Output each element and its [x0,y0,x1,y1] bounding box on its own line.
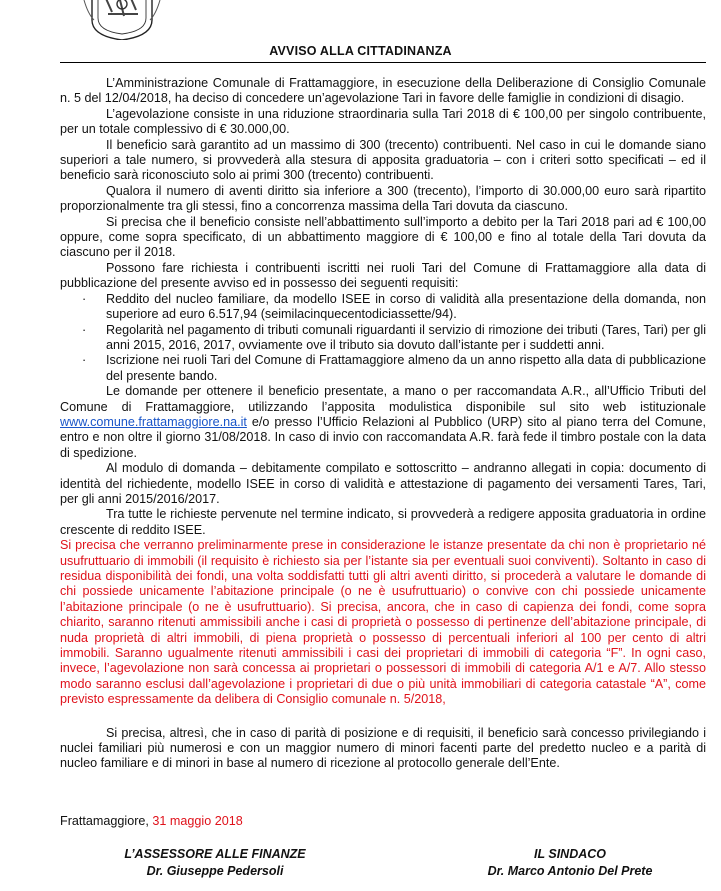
dateline [60,814,243,828]
bullet: · [82,353,87,368]
paragraph: Il beneficio sarà garantito ad un massimo di 300 (trecento) contribuenti. Nel caso in cui le domande siano superiori a tale numero, si provvederà alla stesura di apposita graduatoria – con i criteri sotto specificati – ed il beneficio sarà riconosciuto solo ai primi 300 (trecento) contribuenti. [60,137,706,183]
paragraph: Qualora il numero di aventi diritto sia inferiore a 300 (trecento), l’importo di 30.000,00 euro sarà ripartito proporzionalmente tra gli stessi, fino a concorrenza massima della Tari dovuta da ciascuno. [60,183,706,214]
signature-role: L’ASSESSORE ALLE FINANZE [124,847,306,861]
tie-break-paragraph: Si precisa, altresì, che in caso di parità di posizione e di requisiti, il beneficio sarà concesso privilegiando i nuclei familiari più numerosi e con un maggior numero di minori facenti parte del predetto nucleo e a parità di nucleo familiare e di minori in base al numero di ricezione al protocollo generale dell’Ente. [60,725,706,771]
paragraph: L’agevolazione consiste in una riduzione straordinaria sulla Tari 2018 di € 100,00 per singolo contribuente, per un totale complessivo di € 30.000,00. [60,106,706,137]
requirement-text: Regolarità nel pagamento di tributi comunali riguardanti il servizio di rimozione dei tributi (Tares, Tari) per gli anni 2015, 2016, 2017, ovviamente ove il tributo sia dovuto dall’istante per i suddetti anni. [106,322,706,352]
municipality-website-link[interactable]: www.comune.frattamaggiore.na.it [60,414,247,429]
priority-notice-paragraph: Si precisa che verranno preliminarmente prese in considerazione le istanze presentate da chi non è proprietario né usufruttuario di immobili (il requisito è richiesto sia per l’istante sia per eventuali suoi conviventi). Soltanto in caso di residua disponibilità dei fondi, una volta soddisfatti tutti gli altri aventi diritto, si procederà a valutare le domande di chi possiede unicamente l’abitazione principale (o ne è usufruttuario) o convive con chi possiede unicamente l’abitazione principale (o ne è usufruttuario). Si precisa, ancora, che in caso di capienza dei fondi, come sopra chiarito, saranno ritenuti ammissibili anche i casi di proprietà o possesso di pertinenze dell’abitazione principale, di nuda proprietà di altri immobili, di piena proprietà o possesso di percentuali inferiori al 100 per cento di altri immobili. Saranno ugualmente ritenuti ammissibili i casi dei proprietari di immobili di categoria “F”. In ogni caso, invece, l’agevolazione non sarà concessa ai proprietari o possessori di immobili di categoria A/1 e A/7. Allo stesso modo saranno esclusi dall’agevolazione i proprietari di due o più unità immobiliari di categoria catastale “A”, come previsto espressamente da delibera di Consiglio comunale n. 5/2018, [60,538,706,707]
attachments-paragraph: Al modulo di domanda – debitamente compilato e sottoscritto – andranno allegati in copia: documento di identità del richiedente, modello ISEE in corso di validità e attestazione di pagamento dei versamenti Tares, Tari, per gli anni 2015/2016/2017. [60,461,706,506]
requirement-text: Reddito del nucleo familiare, da modello ISEE in corso di validità alla presentazione della domanda, non superiore ad euro 6.517,94 (seimilacinquecentodiciassette/94). [106,291,706,322]
bullet: · [82,291,87,306]
signature-name: Dr. Marco Antonio Del Prete [487,864,653,878]
signature-assessor [90,846,340,880]
bullet: · [82,322,87,337]
submission-text: Le domande per ottenere il beneficio presentate, a mano o per raccomandata A.R., all’Ufficio Tributi del Comune di Frattamaggiore, utilizzando l’apposita modulistica disponibile sul sito web istituzionale [60,384,706,414]
signature-name: Dr. Giuseppe Pedersoli [146,864,284,878]
signature-role: IL SINDACO [534,847,606,861]
place: Frattamaggiore, [60,814,153,828]
title-underline [60,62,706,63]
signature-mayor [440,846,700,880]
submission-paragraph [60,384,706,461]
date: 31 maggio 2018 [152,814,243,828]
paragraph: Possono fare richiesta i contribuenti iscritti nei ruoli Tari del Comune di Frattamaggiore alla data di pubblicazione del presente avviso ed in possesso dei seguenti requisiti: [60,260,706,291]
submission-text-continued: e/o presso l’Ufficio Relazioni al Pubblico (URP) sito al piano terra del Comune, entro e non oltre il giorno 31/08/2018. In caso di invio con raccomandata A.R. farà fede il timbro postale con la data di spedizione. [60,414,706,460]
list-item [60,323,706,354]
list-item [60,353,706,384]
list-item [60,292,706,323]
page-title: AVVISO ALLA CITTADINANZA [269,44,452,58]
paragraph: Si precisa che il beneficio consiste nell’abbattimento sull’importo a debito per la Tari 2018 pari ad € 100,00 oppure, come sopra specificato, di un abbattimento maggiore di € 100,00 e fino al totale della Tari dovuta da ciascuno per il 2018. [60,214,706,260]
municipal-crest-image [78,0,166,40]
notice-body [60,76,706,772]
requirement-text: Iscrizione nei ruoli Tari del Comune di Frattamaggiore almeno da un anno rispetto alla data di pubblicazione del presente bando. [106,353,706,383]
paragraph: L’Amministrazione Comunale di Frattamaggiore, in esecuzione della Deliberazione di Consiglio Comunale n. 5 del 12/04/2018, ha deciso di concedere un’agevolazione Tari in favore delle famiglie in condizioni di disagio. [60,76,706,106]
requirements-list [60,292,706,384]
ranking-paragraph: Tra tutte le richieste pervenute nel termine indicato, si provvederà a redigere apposita graduatoria in ordine crescente di reddito ISEE. [60,507,706,537]
